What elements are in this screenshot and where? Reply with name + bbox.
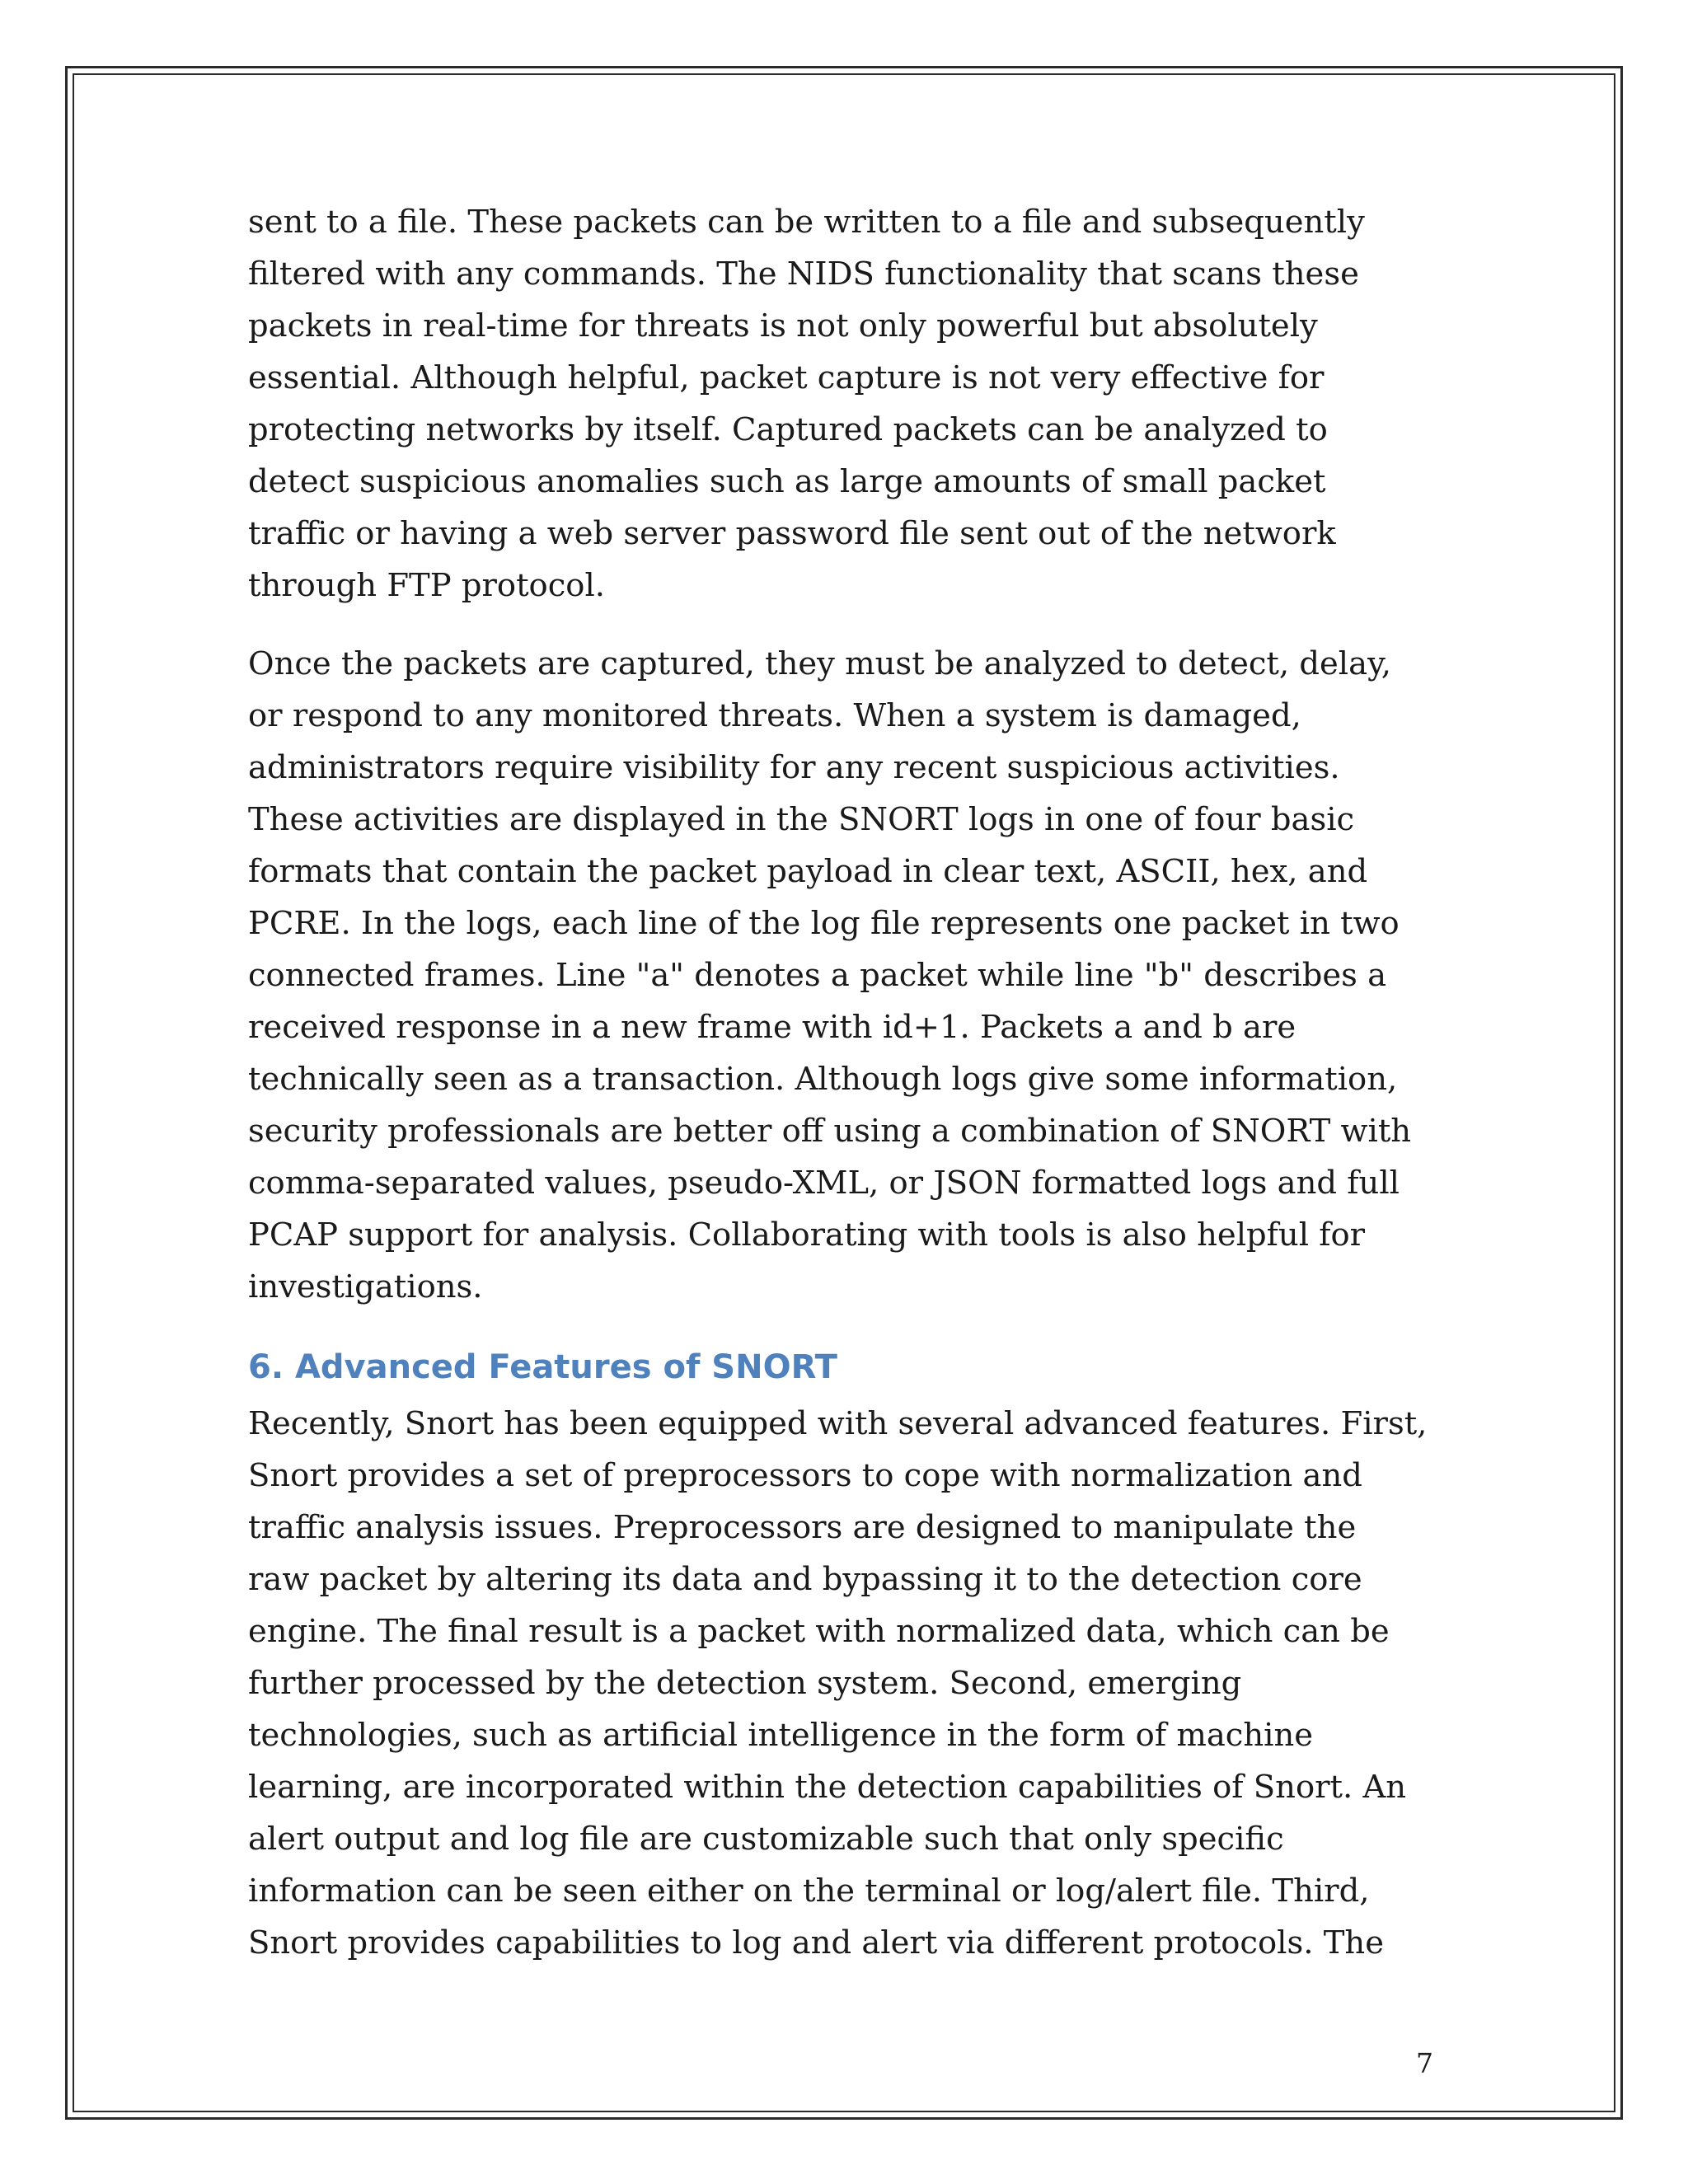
text-line: engine. The final result is a packet with normalized data, which can be bbox=[248, 1613, 1390, 1650]
text-line: learning, are incorporated within the detection capabilities of Snort. An bbox=[248, 1769, 1407, 1806]
text-line: connected frames. Line "a" denotes a packet while line "b" describes a bbox=[248, 957, 1387, 994]
text-line: These activities are displayed in the SNORT logs in one of four basic bbox=[248, 801, 1355, 838]
text-line: through FTP protocol. bbox=[248, 567, 606, 604]
paragraph-packet-capture bbox=[248, 196, 1460, 612]
text-line: traffic analysis issues. Preprocessors are designed to manipulate the bbox=[248, 1509, 1357, 1546]
text-line: alert output and log file are customizable such that only specific bbox=[248, 1821, 1284, 1858]
text-line: investigations. bbox=[248, 1268, 483, 1305]
text-line: or respond to any monitored threats. When a system is damaged, bbox=[248, 697, 1301, 734]
text-line: technologies, such as artificial intelligence in the form of machine bbox=[248, 1717, 1314, 1754]
document-body bbox=[248, 196, 1460, 1969]
text-line: filtered with any commands. The NIDS functionality that scans these bbox=[248, 255, 1359, 293]
text-line: comma-separated values, pseudo-XML, or JSON formatted logs and full bbox=[248, 1165, 1400, 1202]
text-line: PCRE. In the logs, each line of the log file represents one packet in two bbox=[248, 905, 1400, 942]
text-line: protecting networks by itself. Captured packets can be analyzed to bbox=[248, 411, 1328, 448]
text-line: detect suspicious anomalies such as large amounts of small packet bbox=[248, 463, 1326, 500]
page-number: 7 bbox=[1416, 2047, 1433, 2079]
text-line: administrators require visibility for any recent suspicious activities. bbox=[248, 749, 1340, 786]
text-line: PCAP support for analysis. Collaborating with tools is also helpful for bbox=[248, 1216, 1366, 1254]
text-line: technically seen as a transaction. Although logs give some information, bbox=[248, 1061, 1398, 1098]
text-line: Snort provides a set of preprocessors to cope with normalization and bbox=[248, 1457, 1362, 1494]
text-line: information can be seen either on the terminal or log/alert file. Third, bbox=[248, 1872, 1370, 1910]
text-line: raw packet by altering its data and bypassing it to the detection core bbox=[248, 1561, 1362, 1598]
section-heading: 6. Advanced Features of SNORT bbox=[248, 1348, 837, 1386]
text-line: Snort provides capabilities to log and alert via different protocols. The bbox=[248, 1924, 1384, 1961]
text-line: received response in a new frame with id+1. Packets a and b are bbox=[248, 1009, 1296, 1046]
paragraph-advanced-features bbox=[248, 1398, 1460, 1969]
text-line: Once the packets are captured, they must be analyzed to detect, delay, bbox=[248, 645, 1391, 682]
text-line: essential. Although helpful, packet capture is not very effective for bbox=[248, 359, 1325, 396]
text-line: sent to a file. These packets can be written to a file and subsequently bbox=[248, 204, 1365, 241]
text-line: further processed by the detection system. Second, emerging bbox=[248, 1665, 1242, 1702]
text-line: security professionals are better off using a combination of SNORT with bbox=[248, 1113, 1412, 1150]
text-line: packets in real-time for threats is not only powerful but absolutely bbox=[248, 307, 1318, 344]
paragraph-log-analysis bbox=[248, 638, 1460, 1313]
text-line: Recently, Snort has been equipped with several advanced features. First, bbox=[248, 1405, 1428, 1442]
text-line: formats that contain the packet payload in clear text, ASCII, hex, and bbox=[248, 853, 1368, 890]
text-line: traffic or having a web server password file sent out of the network bbox=[248, 515, 1336, 552]
